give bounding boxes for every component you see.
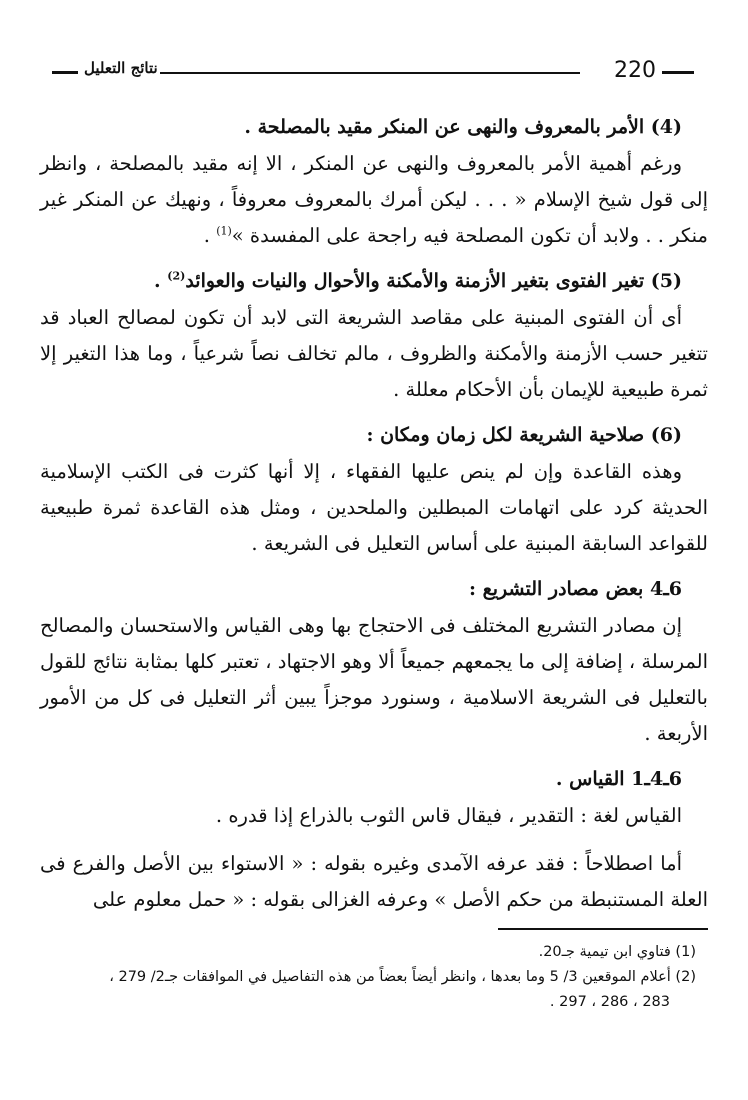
header-rule — [160, 72, 580, 74]
paragraph: إن مصادر التشريع المختلف فى الاحتجاج بها وهى القياس والاستحسان والمصالح المرسلة ، إضافة إلى ما يجمعهم جميعاً ألا وهو الاجتهاد ، تعتبر كلها بمثابة نتائج للقول بالتعليل فى الشريعة الاسلامية ، وسنورد موجزاً يبين أثر التعليل فى كل من الأمور الأربعة . — [40, 614, 708, 745]
main-text — [40, 108, 708, 926]
section-heading: (4) الأمر بالمعروف والنهى عن المنكر مقيد بالمصلحة . — [244, 116, 682, 138]
paragraph: ورغم أهمية الأمر بالمعروف والنهى عن المنكر ، الا إنه مقيد بالمصلحة ، وانظر إلى قول شيخ الإسلام « . . . ليكن أمرك بالمعروف معروفاً ، ونهيك عن المنكر غير منكر . . ولابد أن تكون المصلحة فيه راجحة على المفسدة »$^{(1)}$ . — [40, 152, 708, 247]
footnote-continuation: 283 ، 286 ، 297 . — [549, 993, 670, 1010]
paragraph: أى أن الفتوى المبنية على مقاصد الشريعة التى لابد أن تكون لمصالح العباد قد تتغير حسب الأزمنة والأمكنة والظروف ، مالم تخالف نصاً شرعياً ، وما هذا التغير إلا ثمرة طبيعية للإيمان بأن الأحكام معللة . — [40, 306, 708, 401]
paragraph: أما اصطلاحاً : فقد عرفه الآمدى وغيره بقوله : « الاستواء بين الأصل والفرع فى العلة المستنبطة من حكم الأصل » وعرفه الغزالى بقوله : « حمل معلوم على — [40, 852, 708, 911]
section-heading: (5) تغير الفتوى بتغير الأزمنة والأمكنة والأحوال والنيات والعوائد$^{(2)}$ . — [154, 269, 682, 292]
section-heading: 6ـ4 بعض مصادر التشريع : — [469, 578, 682, 600]
header-dash — [662, 71, 694, 74]
footnotes — [40, 928, 708, 1015]
footnote-ref: (2) — [167, 269, 186, 283]
section-heading: (6) صلاحية الشريعة لكل زمان ومكان : — [366, 424, 682, 446]
running-title: نتائج التعليل — [84, 59, 158, 77]
footnote-ref: (1) — [216, 224, 232, 238]
section-heading: 6ـ4ـ1 القياس . — [555, 768, 682, 790]
footnote-rule — [498, 928, 708, 930]
header-dash — [52, 71, 78, 74]
running-header — [40, 58, 708, 88]
paragraph: القياس لغة : التقدير ، فيقال قاس الثوب بالذراع إذا قدره . — [215, 804, 682, 827]
footnote: (1) فتاوي ابن تيمية جـ20. — [538, 943, 696, 960]
page-number: 220 — [614, 58, 656, 83]
footnote: (2) أعلام الموقعين 3/ 5 وما بعدها ، وانظر أيضاً بعضاً من هذه التفاصيل في الموافقات جـ2/ 279 ، — [109, 968, 696, 985]
paragraph: وهذه القاعدة وإن لم ينص عليها الفقهاء ، إلا أنها كثرت فى الكتب الإسلامية الحديثة كرد على اتهامات المبطلين والملحدين ، ومثل هذه القاعدة ثمرة طبيعية للقواعد السابقة المبنية على أساس التعليل فى الشريعة . — [40, 460, 708, 555]
